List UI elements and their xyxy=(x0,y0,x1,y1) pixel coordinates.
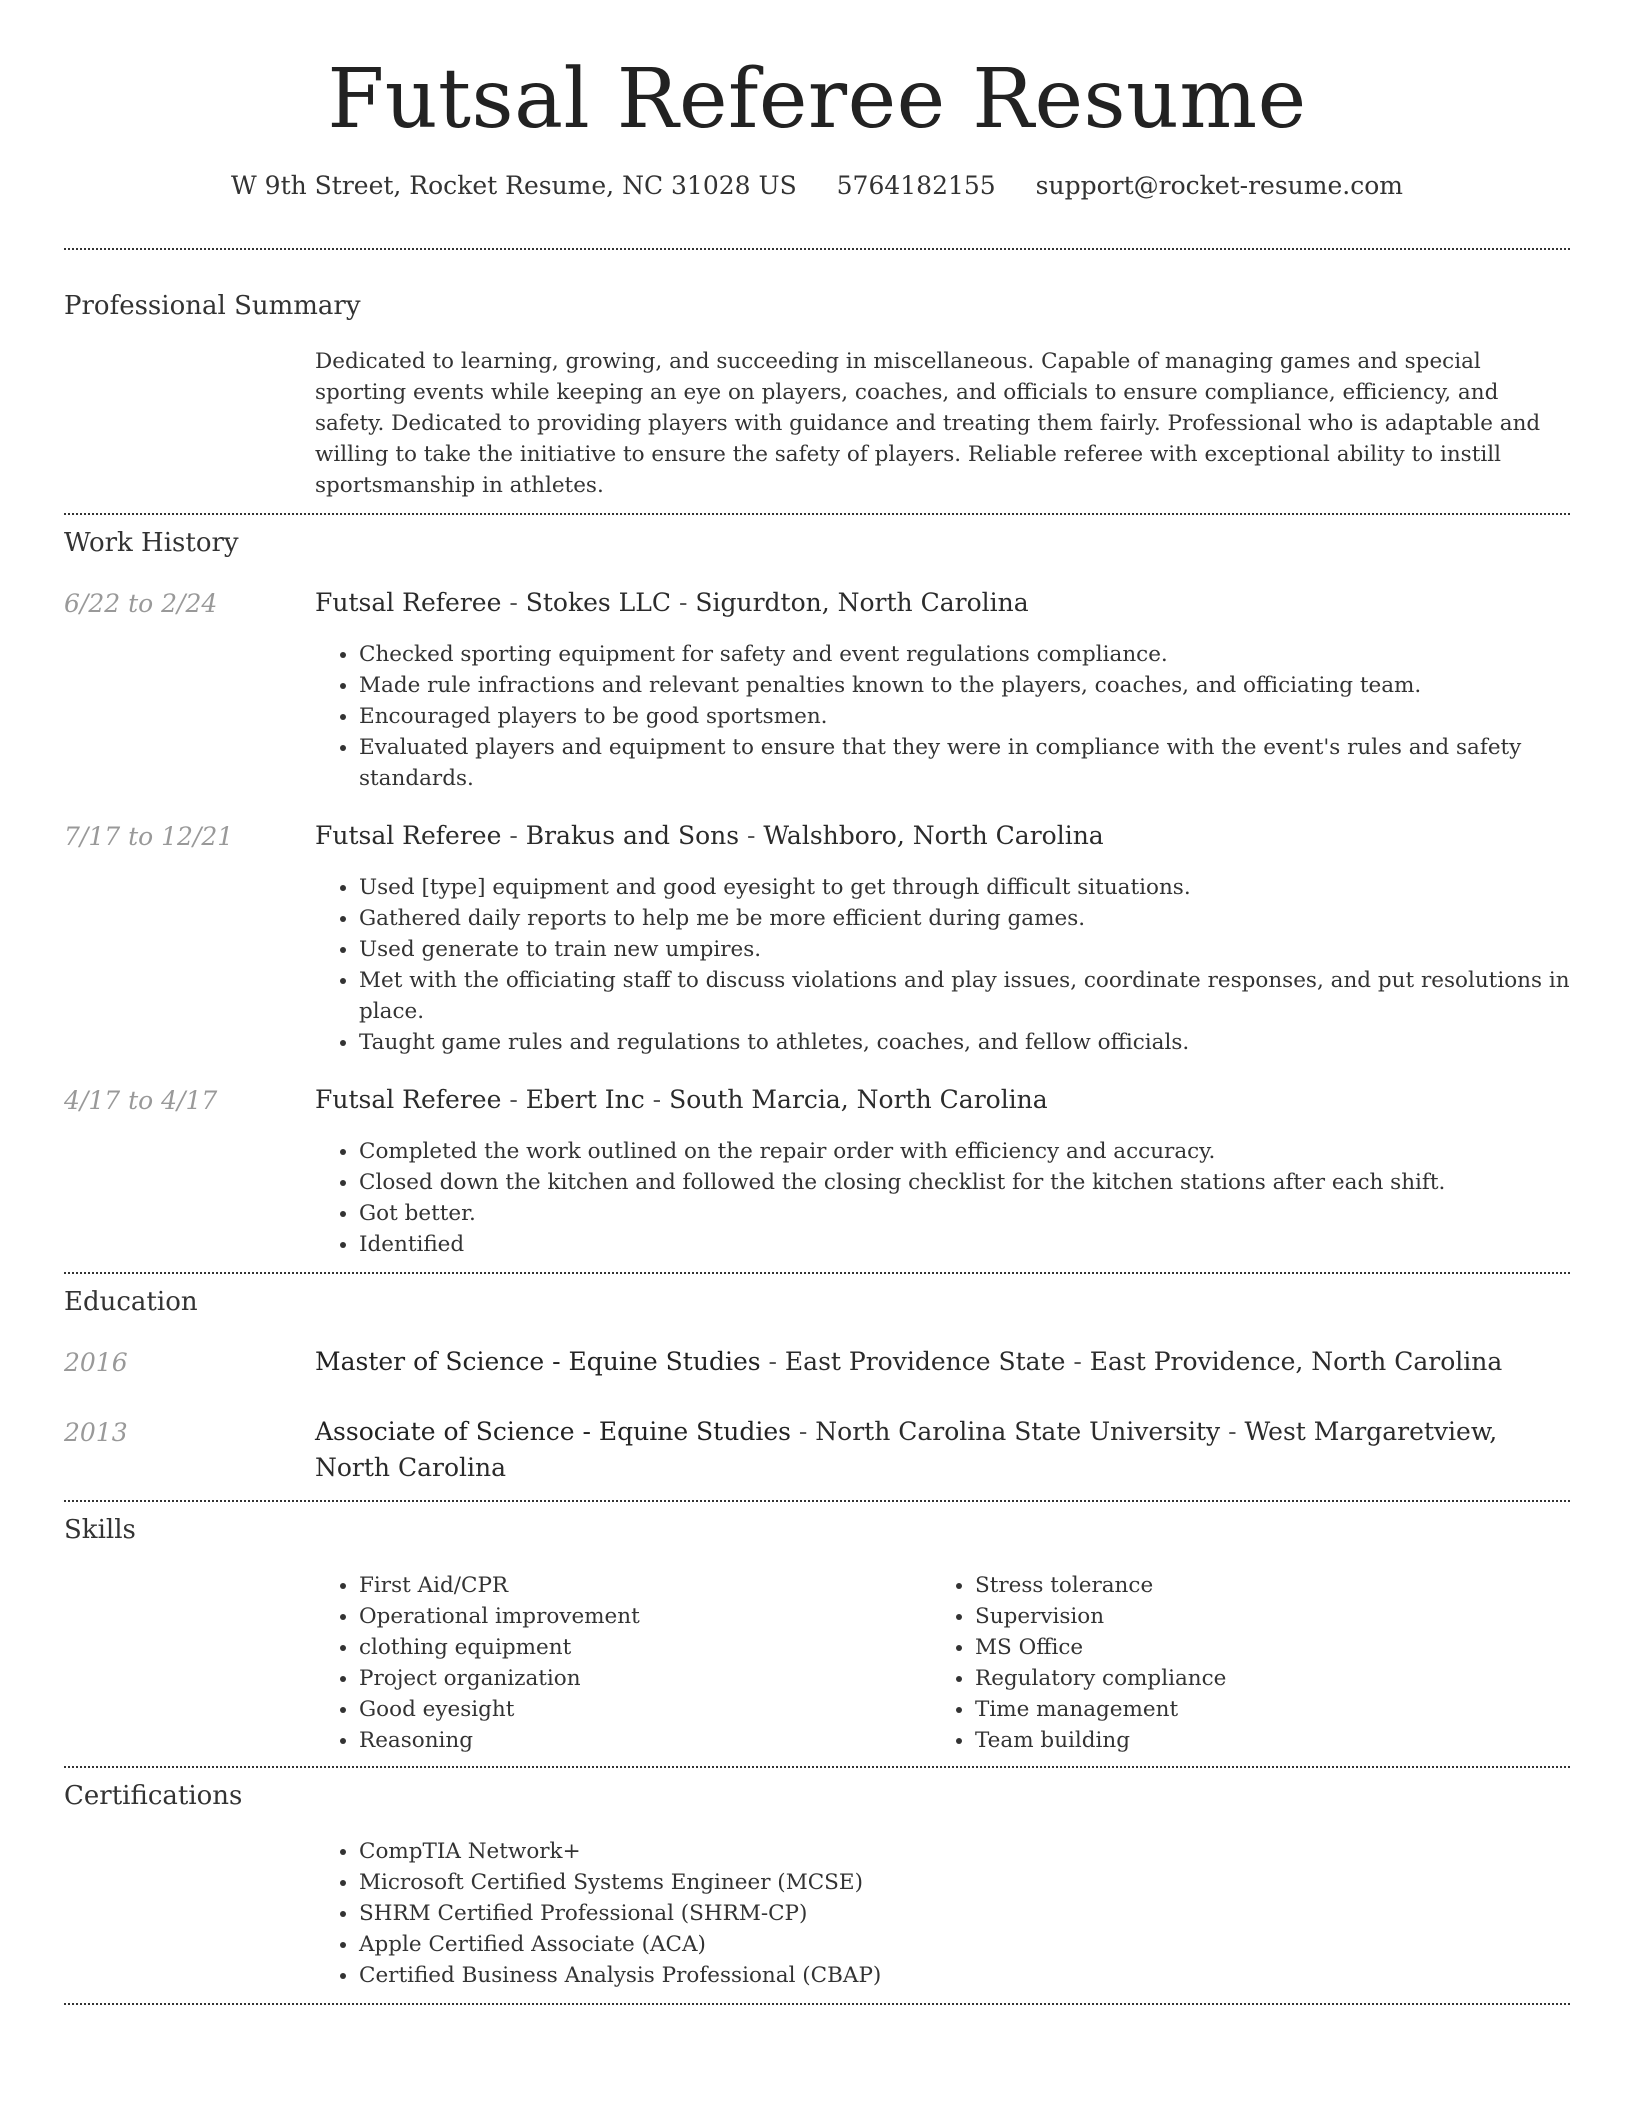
education-date: 2013 xyxy=(64,1418,128,1447)
education-section xyxy=(64,1284,1570,1486)
separator: - xyxy=(501,588,526,617)
education-entry xyxy=(64,1414,1570,1486)
education-list xyxy=(64,1344,1570,1486)
separator: - xyxy=(760,1347,785,1376)
certification-item: • Microsoft Certified Systems Engineer (MCSE) xyxy=(359,1867,1570,1898)
section-divider xyxy=(64,513,1570,515)
section-divider xyxy=(64,248,1570,250)
work-history-section xyxy=(64,525,1570,1260)
education-heading xyxy=(315,1414,1570,1486)
job-location: Sigurdton, North Carolina xyxy=(695,588,1029,617)
education-heading: Education xyxy=(64,1287,198,1317)
separator: - xyxy=(671,588,696,617)
job-bullets xyxy=(315,639,1570,794)
job-company: Ebert Inc xyxy=(525,1085,645,1114)
skill-item: • Team building xyxy=(975,1725,1547,1756)
education-date: 2016 xyxy=(64,1348,128,1377)
certification-item: • Certified Business Analysis Professional (CBAP) xyxy=(359,1960,1570,1991)
job-heading xyxy=(315,585,1570,621)
certifications-list xyxy=(315,1836,1570,1991)
certification-item: • SHRM Certified Professional (SHRM-CP) xyxy=(359,1898,1570,1929)
job-list xyxy=(64,585,1570,1260)
separator: - xyxy=(1220,1417,1245,1446)
job-title: Futsal Referee xyxy=(315,1085,502,1114)
contact-email: support@rocket-resume.com xyxy=(1035,171,1403,200)
certification-item: • CompTIA Network+ xyxy=(359,1836,1570,1867)
job-body xyxy=(315,1082,1570,1260)
section-divider xyxy=(64,2003,1570,2005)
job-location: South Marcia, North Carolina xyxy=(669,1085,1048,1114)
skill-item: • First Aid/CPR xyxy=(359,1570,931,1601)
job-bullet: • Met with the officiating staff to discuss violations and play issues, coordinate responses, and put resolutions in place. xyxy=(359,965,1570,1027)
resume-page xyxy=(64,0,1570,2005)
job-bullet: • Used [type] equipment and good eyesight to get through difficult situations. xyxy=(359,872,1570,903)
summary-text: Dedicated to learning, growing, and succeeding in miscellaneous. Capable of managing games and special sporting events while keeping an eye on players, coaches, and officials to ensure compliance, efficiency, and safety. Dedicated to providing players with guidance and treating them fairly. Professional who is adaptable and willing to take the initiative to ensure the safety of players. Reliable referee with exceptional ability to instill sportsmanship in athletes. xyxy=(315,349,1541,498)
separator: - xyxy=(739,821,764,850)
job-bullet: • Evaluated players and equipment to ensure that they were in compliance with the event's rules and safety standards. xyxy=(359,732,1570,794)
skill-item: • Regulatory compliance xyxy=(975,1663,1547,1694)
skills-columns xyxy=(315,1570,1570,1756)
job-bullet: • Closed down the kitchen and followed the closing checklist for the kitchen stations after each shift. xyxy=(359,1167,1570,1198)
work-history-heading: Work History xyxy=(64,528,239,558)
skills-list-left xyxy=(315,1570,931,1756)
job-bullet: • Encouraged players to be good sportsmen. xyxy=(359,701,1570,732)
skill-item: • MS Office xyxy=(975,1632,1547,1663)
job-bullet: • Taught game rules and regulations to athletes, coaches, and fellow officials. xyxy=(359,1027,1570,1058)
job-date: 7/17 to 12/21 xyxy=(64,822,234,851)
job-heading xyxy=(315,1082,1570,1118)
skill-item: • Project organization xyxy=(359,1663,931,1694)
contact-line xyxy=(64,168,1570,204)
separator: - xyxy=(790,1417,816,1446)
education-heading xyxy=(315,1344,1570,1380)
skill-item: • Stress tolerance xyxy=(975,1570,1547,1601)
job-bullet: • Gathered daily reports to help me be more efficient during games. xyxy=(359,903,1570,934)
job-body xyxy=(315,585,1570,794)
education-body xyxy=(315,1414,1570,1486)
job-bullets xyxy=(315,872,1570,1058)
skill-item: • Operational improvement xyxy=(359,1601,931,1632)
skill-item: • Supervision xyxy=(975,1601,1547,1632)
job-bullet: • Made rule infractions and relevant penalties known to the players, coaches, and officiating team. xyxy=(359,670,1570,701)
job-title: Futsal Referee xyxy=(315,821,502,850)
job-entry xyxy=(64,818,1570,1058)
certification-item: • Apple Certified Associate (ACA) xyxy=(359,1929,1570,1960)
section-divider xyxy=(64,1500,1570,1502)
skill-item: • Time management xyxy=(975,1694,1547,1725)
separator: - xyxy=(1065,1347,1090,1376)
education-location: East Providence, North Carolina xyxy=(1089,1347,1503,1376)
job-date: 4/17 to 4/17 xyxy=(64,1086,218,1115)
education-entry xyxy=(64,1344,1570,1382)
job-heading xyxy=(315,818,1570,854)
education-degree: Associate of Science - Equine Studies xyxy=(315,1417,791,1446)
job-bullet: • Got better. xyxy=(359,1198,1570,1229)
job-title: Futsal Referee xyxy=(315,588,502,617)
job-bullet: • Identified xyxy=(359,1229,1570,1260)
education-body xyxy=(315,1344,1570,1382)
job-entry xyxy=(64,1082,1570,1260)
skill-item: • clothing equipment xyxy=(359,1632,931,1663)
section-divider xyxy=(64,1766,1570,1768)
separator: - xyxy=(501,1085,526,1114)
separator: - xyxy=(644,1085,670,1114)
summary-heading: Professional Summary xyxy=(64,291,361,321)
skill-item: • Reasoning xyxy=(359,1725,931,1756)
skills-heading: Skills xyxy=(64,1515,136,1545)
job-date: 6/22 to 2/24 xyxy=(64,589,218,618)
skill-item: • Good eyesight xyxy=(359,1694,931,1725)
job-bullet: • Checked sporting equipment for safety and event regulations compliance. xyxy=(359,639,1570,670)
job-bullet: • Completed the work outlined on the repair order with efficiency and accuracy. xyxy=(359,1136,1570,1167)
job-body xyxy=(315,818,1570,1058)
contact-address: W 9th Street, Rocket Resume, NC 31028 US xyxy=(231,171,797,200)
certifications-heading: Certifications xyxy=(64,1781,243,1811)
job-location: Walshboro, North Carolina xyxy=(763,821,1104,850)
skills-list-right xyxy=(931,1570,1547,1756)
job-company: Stokes LLC xyxy=(525,588,672,617)
resume-name: Futsal Referee Resume xyxy=(327,52,1307,147)
job-entry xyxy=(64,585,1570,794)
separator: - xyxy=(501,821,526,850)
job-company: Brakus and Sons xyxy=(525,821,740,850)
section-divider xyxy=(64,1272,1570,1274)
job-bullets xyxy=(315,1136,1570,1260)
education-degree: Master of Science - Equine Studies xyxy=(315,1347,761,1376)
contact-phone: 5764182155 xyxy=(836,171,996,200)
job-bullet: • Used generate to train new umpires. xyxy=(359,934,1570,965)
education-school: North Carolina State University xyxy=(815,1417,1221,1446)
education-location: West Margaretview, North Carolina xyxy=(315,1417,1498,1482)
education-school: East Providence State xyxy=(784,1347,1066,1376)
